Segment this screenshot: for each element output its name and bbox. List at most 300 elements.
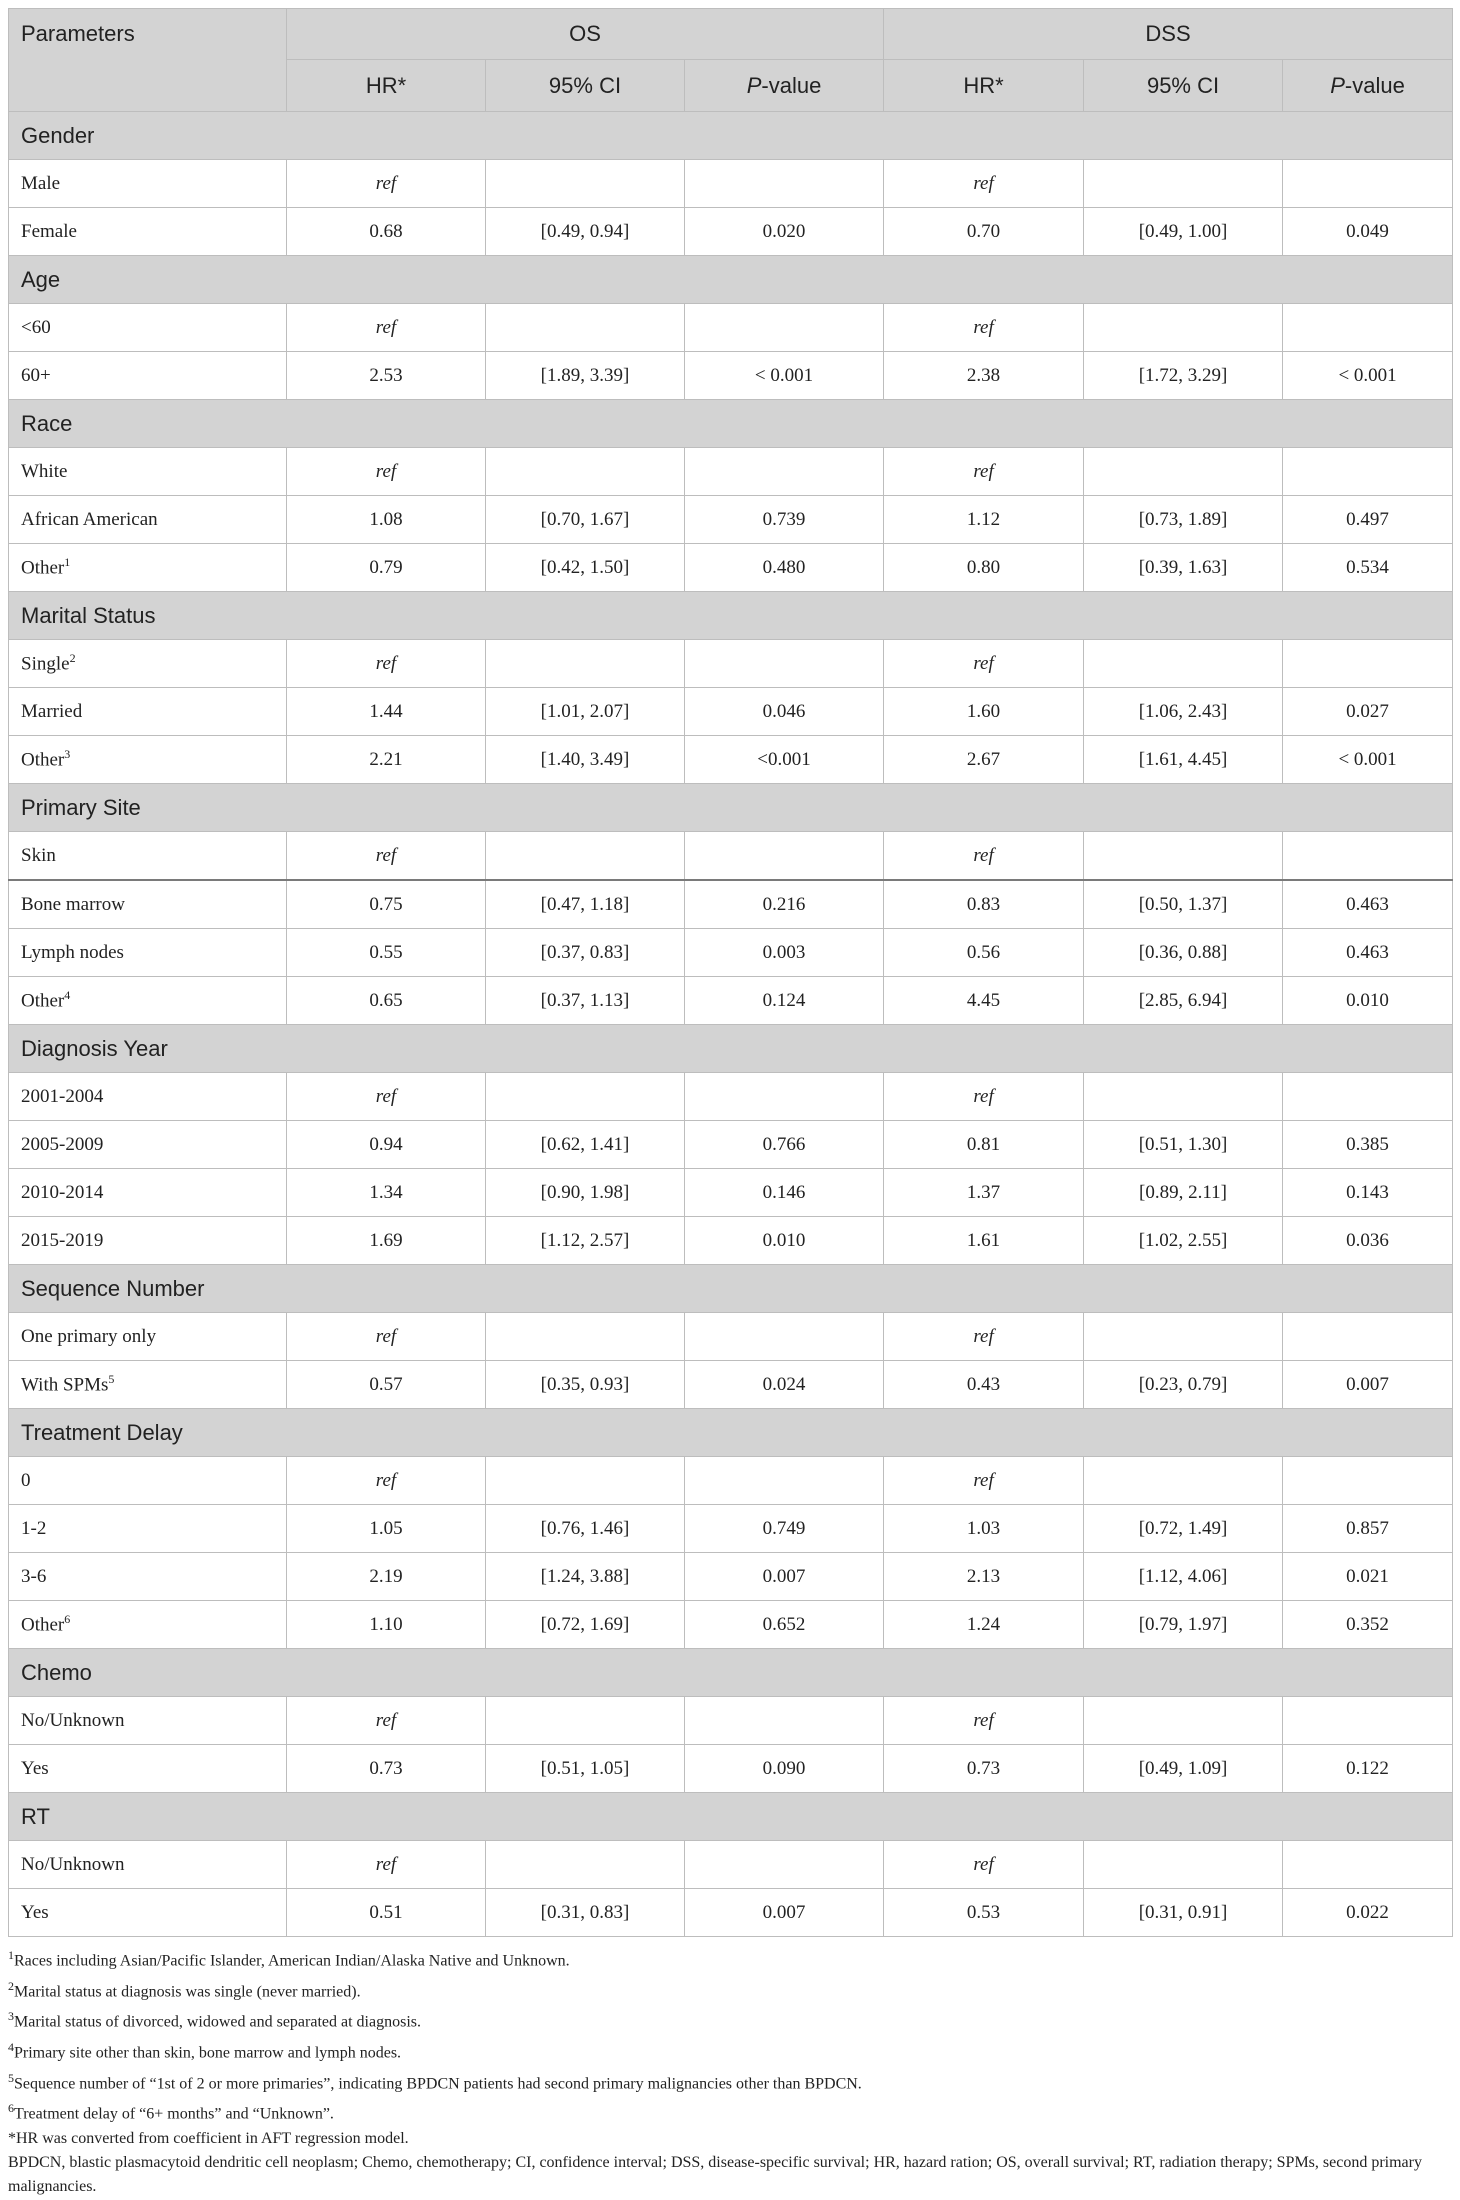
row-label-text: 2005-2009 (21, 1133, 104, 1155)
dss-hr-cell: 2.13 (884, 1553, 1084, 1601)
table-row (9, 929, 1453, 977)
dss-hr-cell: ref (884, 1457, 1084, 1505)
dss-p-cell: 0.010 (1283, 977, 1453, 1025)
os-ci-cell: [0.70, 1.67] (486, 496, 685, 544)
dss-p-cell (1283, 1841, 1453, 1889)
row-label (9, 1505, 287, 1553)
os-hr-cell: 0.65 (287, 977, 486, 1025)
dss-ci-cell: [1.72, 3.29] (1084, 352, 1283, 400)
table-row (9, 1697, 1453, 1745)
dss-hr-cell: 4.45 (884, 977, 1084, 1025)
os-p-cell (685, 448, 884, 496)
section-row (9, 1409, 1453, 1457)
footnote-marker: 6 (64, 1612, 71, 1627)
footnote-text: Marital status of divorced, widowed and separated at diagnosis. (14, 2013, 421, 2031)
os-ci-cell: [0.62, 1.41] (486, 1121, 685, 1169)
dss-ci-cell (1084, 1841, 1283, 1889)
dss-hr-cell: ref (884, 1313, 1084, 1361)
section-row (9, 1793, 1453, 1841)
os-ci-cell (486, 304, 685, 352)
dss-hr-cell: ref (884, 1073, 1084, 1121)
os-p-cell: 0.007 (685, 1553, 884, 1601)
os-ci-cell (486, 1697, 685, 1745)
p-italic: P (746, 72, 762, 98)
dss-ci-cell (1084, 1313, 1283, 1361)
row-label-text: 0 (21, 1469, 31, 1491)
footnote (8, 2004, 1452, 2035)
section-title: Treatment Delay (9, 1409, 1453, 1457)
table-row (9, 1505, 1453, 1553)
table-row (9, 736, 1453, 784)
footnote (8, 1943, 1452, 1974)
footnote-marker: 3 (64, 747, 71, 762)
footnotes (8, 1943, 1452, 2200)
table-row (9, 496, 1453, 544)
section-row (9, 112, 1453, 160)
os-hr-header: HR* (287, 60, 486, 112)
os-hr-cell: 1.10 (287, 1601, 486, 1649)
os-hr-cell: 1.08 (287, 496, 486, 544)
row-label (9, 544, 287, 592)
os-p-cell (685, 1073, 884, 1121)
dss-p-cell: < 0.001 (1283, 352, 1453, 400)
os-ci-cell (486, 448, 685, 496)
os-hr-cell: 1.44 (287, 688, 486, 736)
os-hr-cell: ref (287, 640, 486, 688)
table-row (9, 160, 1453, 208)
os-p-cell: 0.024 (685, 1361, 884, 1409)
dss-hr-cell: 1.60 (884, 688, 1084, 736)
dss-hr-cell: ref (884, 160, 1084, 208)
row-label-text: With SPMs (21, 1374, 109, 1396)
section-row (9, 592, 1453, 640)
row-label-text: 2010-2014 (21, 1181, 104, 1203)
row-label (9, 1361, 287, 1409)
table-row (9, 352, 1453, 400)
table-row (9, 880, 1453, 929)
p-rest: -value (1344, 72, 1405, 98)
p-italic: P (1330, 72, 1345, 98)
os-ci-cell: [0.72, 1.69] (486, 1601, 685, 1649)
os-ci-cell: [0.76, 1.46] (486, 1505, 685, 1553)
os-p-cell: 0.146 (685, 1169, 884, 1217)
dss-hr-cell: 0.80 (884, 544, 1084, 592)
os-ci-header: 95% CI (486, 60, 685, 112)
dss-header: DSS (884, 9, 1453, 60)
os-ci-cell (486, 1457, 685, 1505)
dss-ci-cell: [0.23, 0.79] (1084, 1361, 1283, 1409)
row-label-text: Female (21, 220, 77, 242)
footnote-text: Marital status at diagnosis was single (never married). (14, 1982, 361, 2000)
table-row (9, 832, 1453, 881)
os-hr-cell: ref (287, 1313, 486, 1361)
os-hr-cell: 0.68 (287, 208, 486, 256)
dss-ci-cell: [0.39, 1.63] (1084, 544, 1283, 592)
os-ci-cell (486, 160, 685, 208)
results-table (8, 8, 1453, 1937)
row-label (9, 1553, 287, 1601)
dss-ci-cell (1084, 160, 1283, 208)
table-row (9, 977, 1453, 1025)
row-label (9, 977, 287, 1025)
dss-ci-cell (1084, 640, 1283, 688)
row-label-text: Male (21, 172, 61, 194)
footnote (8, 2151, 1452, 2200)
footnote-marker: 5 (108, 1372, 115, 1387)
section-row (9, 400, 1453, 448)
os-p-cell: 0.652 (685, 1601, 884, 1649)
os-p-cell (685, 832, 884, 881)
dss-hr-cell: ref (884, 640, 1084, 688)
dss-p-cell: 0.049 (1283, 208, 1453, 256)
footnote (8, 2127, 1452, 2151)
footnote (8, 2035, 1452, 2066)
os-p-cell (685, 1457, 884, 1505)
section-title: Diagnosis Year (9, 1025, 1453, 1073)
os-p-cell (685, 1841, 884, 1889)
row-label-text: Married (21, 700, 83, 722)
dss-ci-cell: [1.12, 4.06] (1084, 1553, 1283, 1601)
dss-p-cell (1283, 1697, 1453, 1745)
os-ci-cell: [1.24, 3.88] (486, 1553, 685, 1601)
dss-p-cell: 0.007 (1283, 1361, 1453, 1409)
row-label-text: Other (21, 749, 65, 771)
os-ci-cell: [0.47, 1.18] (486, 880, 685, 929)
table-row (9, 1553, 1453, 1601)
table-row (9, 1313, 1453, 1361)
os-ci-cell: [0.42, 1.50] (486, 544, 685, 592)
dss-hr-cell: 1.03 (884, 1505, 1084, 1553)
os-hr-cell: 0.79 (287, 544, 486, 592)
row-label (9, 1457, 287, 1505)
footnote-text: Primary site other than skin, bone marrow and lymph nodes. (14, 2044, 402, 2062)
dss-hr-cell: 0.56 (884, 929, 1084, 977)
section-title: Marital Status (9, 592, 1453, 640)
row-label-text: Other (21, 557, 65, 579)
dss-p-cell (1283, 832, 1453, 881)
dss-ci-cell: [0.89, 2.11] (1084, 1169, 1283, 1217)
os-hr-cell: ref (287, 1073, 486, 1121)
os-p-cell: 0.020 (685, 208, 884, 256)
table-header (9, 9, 1453, 112)
row-label (9, 736, 287, 784)
parameters-header: Parameters (9, 9, 287, 112)
footnote-text: BPDCN, blastic plasmacytoid dendritic cell neoplasm; Chemo, chemotherapy; CI, confidence interval; DSS, disease-specific survival; HR, hazard ration; OS, overall survival; RT, radiation therapy; SPMs, second primary malignancies. (8, 2154, 1422, 2196)
footnote-text: Sequence number of “1st of 2 or more primaries”, indicating BPDCN patients had second primary malignancies other than BPDCN. (14, 2074, 862, 2092)
os-ci-cell: [1.01, 2.07] (486, 688, 685, 736)
os-p-header (685, 60, 884, 112)
row-label (9, 160, 287, 208)
os-hr-cell: 0.73 (287, 1745, 486, 1793)
os-hr-cell: ref (287, 832, 486, 881)
row-label-text: No/Unknown (21, 1709, 125, 1731)
dss-p-cell: 0.857 (1283, 1505, 1453, 1553)
footnote-marker: 2 (69, 651, 76, 666)
os-p-cell: <0.001 (685, 736, 884, 784)
dss-p-cell: 0.022 (1283, 1889, 1453, 1937)
os-hr-cell: 2.53 (287, 352, 486, 400)
dss-ci-cell: [0.49, 1.09] (1084, 1745, 1283, 1793)
os-ci-cell: [0.31, 0.83] (486, 1889, 685, 1937)
row-label-text: Skin (21, 844, 56, 866)
row-label (9, 1697, 287, 1745)
table-row (9, 544, 1453, 592)
row-label (9, 1745, 287, 1793)
table-row (9, 688, 1453, 736)
row-label (9, 1601, 287, 1649)
os-ci-cell (486, 640, 685, 688)
dss-hr-cell: 0.70 (884, 208, 1084, 256)
row-label (9, 1841, 287, 1889)
footnote (8, 2096, 1452, 2127)
footnote-text: Treatment delay of “6+ months” and “Unknown”. (14, 2105, 334, 2123)
os-hr-cell: ref (287, 1841, 486, 1889)
dss-ci-cell: [1.06, 2.43] (1084, 688, 1283, 736)
dss-ci-cell: [0.79, 1.97] (1084, 1601, 1283, 1649)
footnote-number: 6 (8, 2101, 14, 2116)
dss-hr-cell: 1.37 (884, 1169, 1084, 1217)
dss-hr-cell: 0.53 (884, 1889, 1084, 1937)
dss-p-cell: 0.497 (1283, 496, 1453, 544)
os-p-cell: 0.480 (685, 544, 884, 592)
dss-hr-header: HR* (884, 60, 1084, 112)
row-label (9, 640, 287, 688)
dss-p-cell (1283, 448, 1453, 496)
row-label-text: 3-6 (21, 1565, 47, 1587)
section-row (9, 256, 1453, 304)
dss-ci-cell (1084, 1073, 1283, 1121)
section-title: Age (9, 256, 1453, 304)
section-row (9, 784, 1453, 832)
dss-ci-header: 95% CI (1084, 60, 1283, 112)
os-ci-cell (486, 1313, 685, 1361)
dss-ci-cell (1084, 1697, 1283, 1745)
os-hr-cell: 1.34 (287, 1169, 486, 1217)
row-label-text: One primary only (21, 1325, 157, 1347)
table-row (9, 1169, 1453, 1217)
dss-ci-cell: [2.85, 6.94] (1084, 977, 1283, 1025)
row-label (9, 1313, 287, 1361)
row-label-text: 2001-2004 (21, 1085, 104, 1107)
row-label (9, 304, 287, 352)
row-label (9, 688, 287, 736)
row-label-text: <60 (21, 316, 51, 338)
dss-ci-cell: [0.50, 1.37] (1084, 880, 1283, 929)
dss-hr-cell: 0.83 (884, 880, 1084, 929)
row-label (9, 1073, 287, 1121)
os-ci-cell (486, 1073, 685, 1121)
os-p-cell: 0.124 (685, 977, 884, 1025)
footnote (8, 1974, 1452, 2005)
section-row (9, 1265, 1453, 1313)
table-row (9, 1121, 1453, 1169)
table-row (9, 1361, 1453, 1409)
dss-p-header (1283, 60, 1453, 112)
footnote-text: Races including Asian/Pacific Islander, American Indian/Alaska Native and Unknown. (14, 1952, 570, 1970)
dss-hr-cell: 1.61 (884, 1217, 1084, 1265)
footnote-number: 5 (8, 2070, 14, 2085)
dss-ci-cell: [0.51, 1.30] (1084, 1121, 1283, 1169)
os-ci-cell (486, 832, 685, 881)
row-label-text: Yes (21, 1757, 49, 1779)
dss-ci-cell: [0.73, 1.89] (1084, 496, 1283, 544)
row-label (9, 352, 287, 400)
table-row (9, 1073, 1453, 1121)
row-label (9, 929, 287, 977)
dss-hr-cell: ref (884, 1841, 1084, 1889)
dss-ci-cell (1084, 304, 1283, 352)
footnote-number: 4 (8, 2039, 14, 2054)
os-p-cell: 0.090 (685, 1745, 884, 1793)
os-p-cell (685, 1313, 884, 1361)
dss-hr-cell: ref (884, 304, 1084, 352)
os-hr-cell: 0.94 (287, 1121, 486, 1169)
os-hr-cell: 0.57 (287, 1361, 486, 1409)
dss-p-cell (1283, 160, 1453, 208)
row-label (9, 1169, 287, 1217)
section-title: RT (9, 1793, 1453, 1841)
os-hr-cell: ref (287, 1457, 486, 1505)
os-hr-cell: 0.75 (287, 880, 486, 929)
section-row (9, 1025, 1453, 1073)
dss-p-cell (1283, 1313, 1453, 1361)
os-hr-cell: 1.05 (287, 1505, 486, 1553)
dss-ci-cell: [1.02, 2.55] (1084, 1217, 1283, 1265)
os-p-cell (685, 1697, 884, 1745)
dss-p-cell: 0.143 (1283, 1169, 1453, 1217)
dss-p-cell (1283, 304, 1453, 352)
row-label (9, 208, 287, 256)
dss-p-cell: < 0.001 (1283, 736, 1453, 784)
os-p-cell: 0.046 (685, 688, 884, 736)
dss-hr-cell: 1.12 (884, 496, 1084, 544)
os-header: OS (287, 9, 884, 60)
footnote-marker: 4 (64, 988, 71, 1003)
dss-p-cell: 0.534 (1283, 544, 1453, 592)
dss-hr-cell: 0.73 (884, 1745, 1084, 1793)
table-row (9, 304, 1453, 352)
os-ci-cell: [0.37, 0.83] (486, 929, 685, 977)
row-label (9, 880, 287, 929)
dss-ci-cell: [0.36, 0.88] (1084, 929, 1283, 977)
row-label (9, 832, 287, 881)
row-label-text: African American (21, 508, 158, 530)
row-label (9, 1889, 287, 1937)
os-p-cell: 0.010 (685, 1217, 884, 1265)
dss-ci-cell: [0.49, 1.00] (1084, 208, 1283, 256)
table-row (9, 1457, 1453, 1505)
dss-ci-cell: [0.72, 1.49] (1084, 1505, 1283, 1553)
dss-p-cell (1283, 640, 1453, 688)
dss-hr-cell: 2.67 (884, 736, 1084, 784)
os-p-cell (685, 640, 884, 688)
section-row (9, 1649, 1453, 1697)
row-label (9, 448, 287, 496)
dss-ci-cell (1084, 1457, 1283, 1505)
table-row (9, 1217, 1453, 1265)
section-title: Chemo (9, 1649, 1453, 1697)
dss-ci-cell: [0.31, 0.91] (1084, 1889, 1283, 1937)
dss-ci-cell (1084, 448, 1283, 496)
section-title: Primary Site (9, 784, 1453, 832)
section-title: Sequence Number (9, 1265, 1453, 1313)
row-label (9, 1217, 287, 1265)
table-row (9, 208, 1453, 256)
os-p-cell: 0.766 (685, 1121, 884, 1169)
table-row (9, 1841, 1453, 1889)
dss-p-cell (1283, 1073, 1453, 1121)
footnote-marker: 1 (64, 555, 71, 570)
os-hr-cell: 2.21 (287, 736, 486, 784)
dss-hr-cell: 2.38 (884, 352, 1084, 400)
os-hr-cell: 2.19 (287, 1553, 486, 1601)
p-rest: -value (761, 72, 822, 98)
dss-ci-cell (1084, 832, 1283, 881)
row-label-text: Bone marrow (21, 893, 125, 915)
row-label (9, 1121, 287, 1169)
dss-hr-cell: ref (884, 1697, 1084, 1745)
dss-p-cell: 0.463 (1283, 880, 1453, 929)
os-p-cell: 0.739 (685, 496, 884, 544)
os-ci-cell: [0.49, 0.94] (486, 208, 685, 256)
os-p-cell (685, 304, 884, 352)
row-label-text: Lymph nodes (21, 941, 124, 963)
os-ci-cell: [1.12, 2.57] (486, 1217, 685, 1265)
row-label-text: Yes (21, 1901, 49, 1923)
section-title: Gender (9, 112, 1453, 160)
os-ci-cell: [0.37, 1.13] (486, 977, 685, 1025)
os-p-cell: 0.003 (685, 929, 884, 977)
dss-p-cell: 0.352 (1283, 1601, 1453, 1649)
os-hr-cell: ref (287, 160, 486, 208)
table-row (9, 1889, 1453, 1937)
os-hr-cell: ref (287, 448, 486, 496)
dss-hr-cell: ref (884, 448, 1084, 496)
dss-p-cell: 0.122 (1283, 1745, 1453, 1793)
os-ci-cell: [0.35, 0.93] (486, 1361, 685, 1409)
os-p-cell: 0.007 (685, 1889, 884, 1937)
row-label-text: Other (21, 990, 65, 1012)
os-p-cell: < 0.001 (685, 352, 884, 400)
table-row (9, 640, 1453, 688)
os-p-cell (685, 160, 884, 208)
table-body (9, 112, 1453, 1937)
dss-hr-cell: 0.43 (884, 1361, 1084, 1409)
dss-p-cell (1283, 1457, 1453, 1505)
row-label (9, 496, 287, 544)
row-label-text: 60+ (21, 364, 51, 386)
row-label-text: No/Unknown (21, 1853, 125, 1875)
table-row (9, 448, 1453, 496)
os-hr-cell: ref (287, 1697, 486, 1745)
dss-ci-cell: [1.61, 4.45] (1084, 736, 1283, 784)
os-ci-cell: [1.40, 3.49] (486, 736, 685, 784)
dss-p-cell: 0.036 (1283, 1217, 1453, 1265)
table-container (8, 8, 1452, 2200)
footnote (8, 2066, 1452, 2097)
footnote-number: 2 (8, 1978, 14, 1993)
os-p-cell: 0.749 (685, 1505, 884, 1553)
row-label-text: Single (21, 653, 70, 675)
row-label-text: White (21, 460, 68, 482)
footnote-number: 1 (8, 1948, 14, 1962)
footnote-number: 3 (8, 2009, 14, 2024)
table-row (9, 1601, 1453, 1649)
os-ci-cell (486, 1841, 685, 1889)
os-p-cell: 0.216 (685, 880, 884, 929)
dss-hr-cell: 1.24 (884, 1601, 1084, 1649)
dss-p-cell: 0.463 (1283, 929, 1453, 977)
